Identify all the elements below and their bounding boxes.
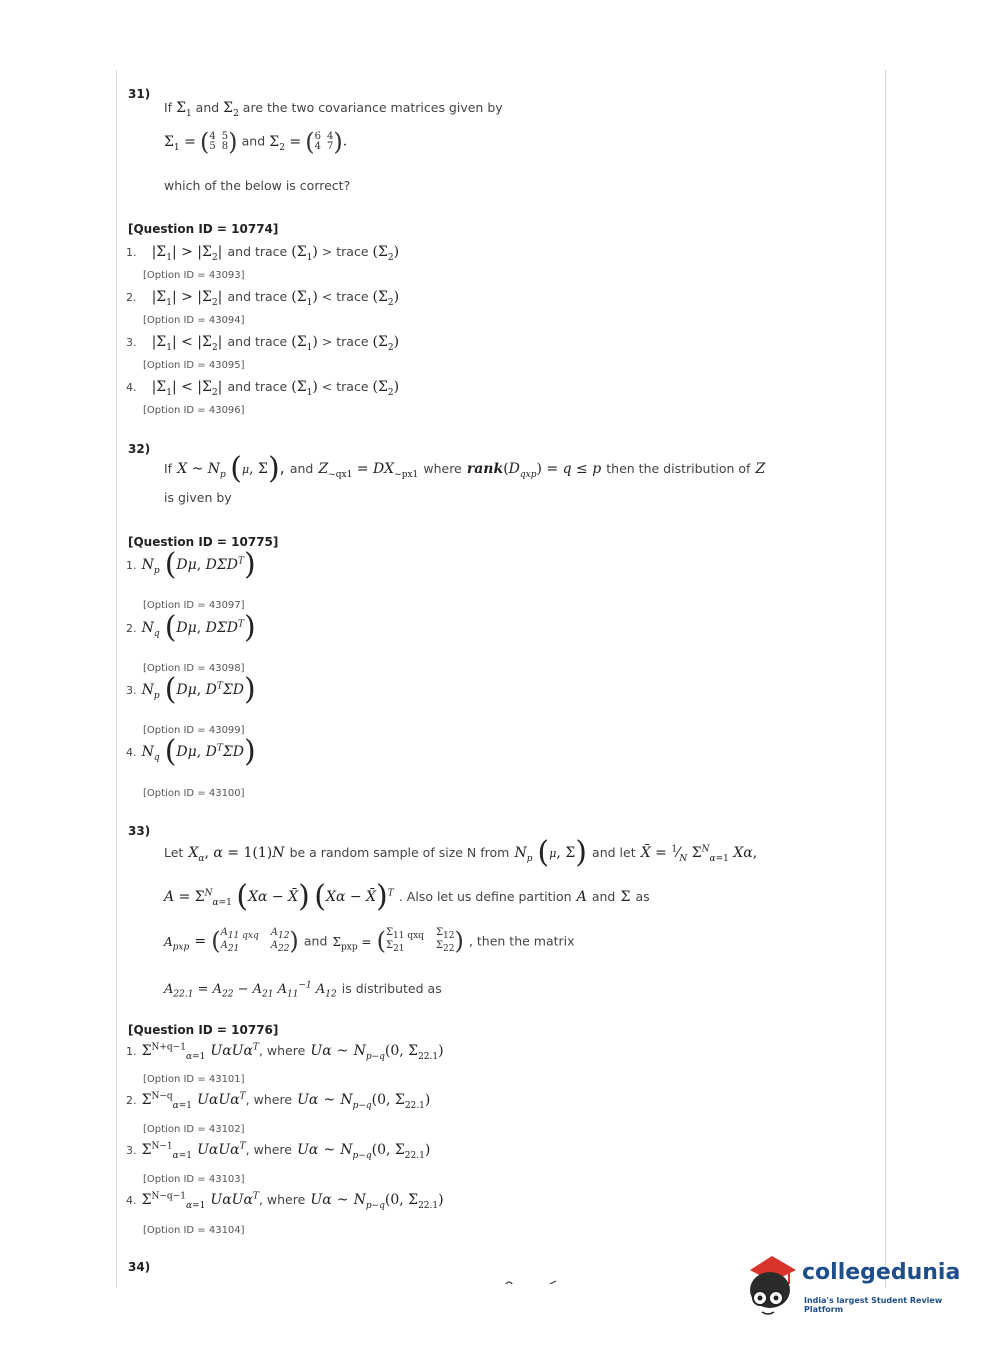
question-33-line-1: Let $X_\alpha$, α = 1(1)N be a random sample of size N from $N_p$ (μ, Σ) and let X̄ = $^1⁄_N$ $\Sigma^N_{\alpha=1}$ Xα, xyxy=(164,835,758,870)
question-31-number: 31) xyxy=(128,87,151,101)
q32-option-4-id: [Option ID = 43100] xyxy=(143,788,245,799)
question-33-line-2: $A = \Sigma^N_{\alpha=1}$ (Xα − X̄) (Xα − X̄)$^T$ . Also let us define partition A and Σ as xyxy=(164,879,650,914)
q33-option-2-id: [Option ID = 43102] xyxy=(143,1124,245,1135)
q31-option-1[interactable]: 1. $|\Sigma_1| > |\Sigma_2|$ and trace $(\Sigma_1)$ > trace $(\Sigma_2)$ xyxy=(126,244,400,263)
question-31-intro: If $\Sigma_1$ and $\Sigma_2$ are the two covariance matrices given by xyxy=(164,100,503,119)
question-34-cutoff-text xyxy=(164,1274,564,1284)
sigma1-matrix: ( 4 5 5 8 ) xyxy=(199,128,238,156)
q32-option-1[interactable]: 1. $N_p$ (Dμ, $D\Sigma D^T$) xyxy=(126,547,256,582)
q31-option-4-id: [Option ID = 43096] xyxy=(143,405,245,416)
q32-option-3-id: [Option ID = 43099] xyxy=(143,725,245,736)
q31-option-2-id: [Option ID = 43094] xyxy=(143,315,245,326)
question-31-text: which of the below is correct? xyxy=(164,178,351,193)
q31-option-3[interactable]: 3. $|\Sigma_1| < |\Sigma_2|$ and trace $(\Sigma_1)$ > trace $(\Sigma_2)$ xyxy=(126,334,400,353)
q33-option-2[interactable]: 2. $\Sigma^{N-q}_{\alpha=1}$ UαUα$^T$, where Uα ~ $N_{p-q}(0$, $\Sigma_{22.1}$) xyxy=(126,1091,431,1111)
q32-option-1-id: [Option ID = 43097] xyxy=(143,600,245,611)
question-31-matrices: $\Sigma_1$ = ( 4 5 5 8 ) and $\Sigma_2$ = ( 6 4 4 7 ) . xyxy=(164,128,348,156)
question-31-id: [Question ID = 10774] xyxy=(128,222,279,236)
question-32-number: 32) xyxy=(128,442,151,456)
question-32-id: [Question ID = 10775] xyxy=(128,535,279,549)
q31-option-2[interactable]: 2. $|\Sigma_1| > |\Sigma_2|$ and trace $(\Sigma_1)$ < trace $(\Sigma_2)$ xyxy=(126,289,400,308)
q31-option-3-id: [Option ID = 43095] xyxy=(143,360,245,371)
matrix-a-partition: ( $A_{11 qxq}$ $A_{12}$ $A_{21}$ $A_{22}$ ) xyxy=(211,927,299,955)
sigma2-matrix: ( 6 4 4 7 ) xyxy=(305,128,343,156)
q33-option-1[interactable]: 1. $\Sigma^{N+q-1}_{\alpha=1}$ UαUα$^T$, where Uα ~ $N_{p-q}(0$, $\Sigma_{22.1}$) xyxy=(126,1042,444,1062)
collegedunia-logo[interactable] xyxy=(742,1252,972,1322)
logo-name: collegedunia xyxy=(802,1260,961,1285)
mascot-icon xyxy=(742,1252,802,1322)
q33-option-3-id: [Option ID = 43103] xyxy=(143,1174,245,1185)
question-32-statement: If X ~ $N_p$ (μ, Σ), and $Z_{\sim qx1} = DX_{\sim px1}$ where $rank(D_{qxp}) = q \le p$ then the distribution of Z xyxy=(164,451,766,486)
q31-option-4[interactable]: 4. $|\Sigma_1| < |\Sigma_2|$ and trace $(\Sigma_1)$ < trace $(\Sigma_2)$ xyxy=(126,379,400,398)
question-33-number: 33) xyxy=(128,824,151,838)
q33-option-1-id: [Option ID = 43101] xyxy=(143,1074,245,1085)
q32-option-2[interactable]: 2. $N_q$ (Dμ, $D\Sigma D^T$) xyxy=(126,610,256,645)
question-33-id: [Question ID = 10776] xyxy=(128,1023,279,1037)
q32-option-4[interactable]: 4. $N_q$ (Dμ, $D^T\Sigma D$) xyxy=(126,734,256,769)
q32-option-3[interactable]: 3. $N_p$ (Dμ, $D^T\Sigma D$) xyxy=(126,672,256,707)
cutoff-glyphs xyxy=(164,1275,564,1284)
question-34-number: 34) xyxy=(128,1260,151,1274)
matrix-sigma-partition: ( $\Sigma_{11 qxq}$ $\Sigma_{12}$ $\Sigma_{21}$ $\Sigma_{22}$ ) xyxy=(376,927,464,955)
q32-option-2-id: [Option ID = 43098] xyxy=(143,663,245,674)
logo-tagline: India's largest Student Review Platform xyxy=(804,1296,943,1314)
q33-option-4-id: [Option ID = 43104] xyxy=(143,1225,245,1236)
question-33-partition: $A_{pxp}$ = ( $A_{11 qxq}$ $A_{12}$ $A_{21}$ $A_{22}$ ) and $\Sigma_{pxp}$ = ( $\Sigma_{11 qxq}$ $\Sigma_{12}$ $\Sigma_{21}$ $\Sigma_{22}$ ) , then the matrix xyxy=(164,927,575,955)
question-33-line-4: $A_{22.1} = A_{22} - A_{21}$ $A_{11}^{-1}$ $A_{12}$ is distributed as xyxy=(164,980,442,1000)
q33-option-4[interactable]: 4. $\Sigma^{N-q-1}_{\alpha=1}$ UαUα$^T$, where Uα ~ $N_{p-q}(0$, $\Sigma_{22.1}$) xyxy=(126,1191,444,1211)
q31-option-1-id: [Option ID = 43093] xyxy=(143,270,245,281)
question-32-given-by: is given by xyxy=(164,490,232,505)
q33-option-3[interactable]: 3. $\Sigma^{N-1}_{\alpha=1}$ UαUα$^T$, where Uα ~ $N_{p-q}(0$, $\Sigma_{22.1}$) xyxy=(126,1141,431,1161)
exam-sheet xyxy=(116,70,886,1288)
